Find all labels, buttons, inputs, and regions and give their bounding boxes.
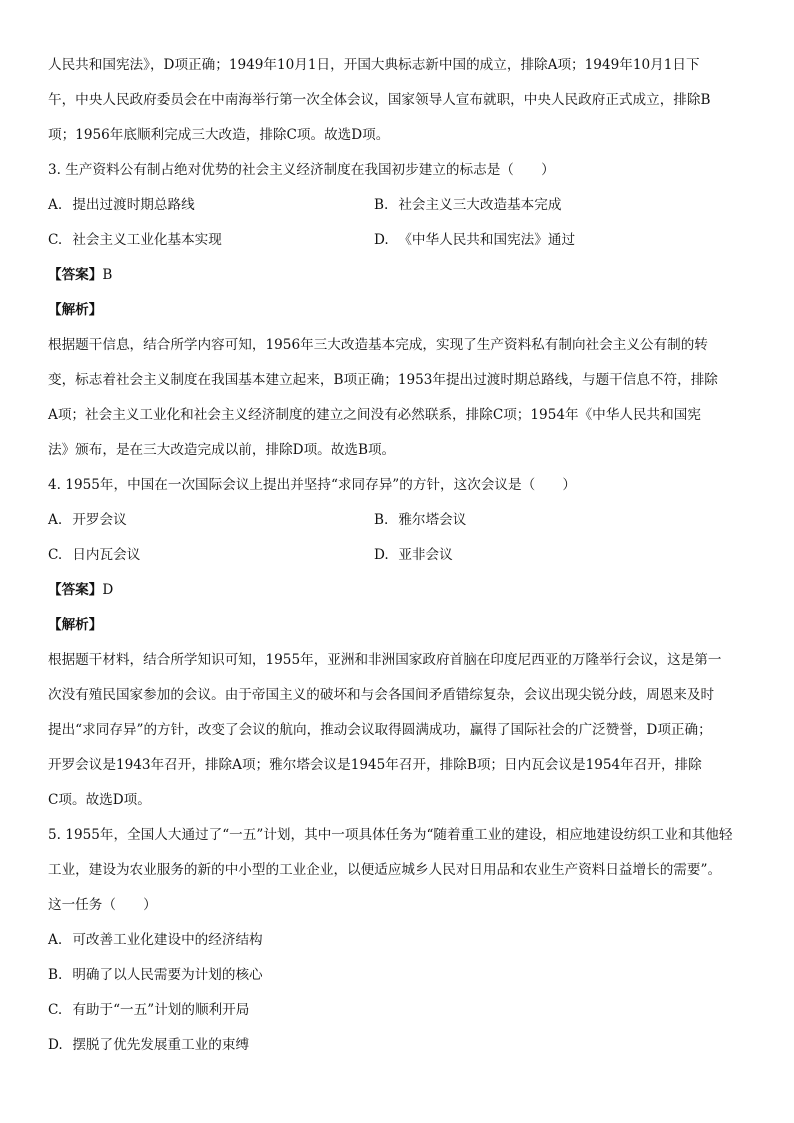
text-line: 根据题干材料，结合所学知识可知，1955年，亚洲和非洲国家政府首脑在印度尼西亚的万隆举行会议，这是第一 bbox=[48, 652, 722, 668]
text-line: 变，标志着社会主义制度在我国基本建立起来，B项正确；1953年提出过渡时期总路线，与题干信息不符，排除 bbox=[48, 372, 718, 388]
option-letter: A. bbox=[48, 512, 63, 528]
option-letter: B. bbox=[374, 197, 389, 213]
option-a[interactable] bbox=[48, 193, 374, 228]
answer-value: D bbox=[102, 582, 114, 598]
option-d[interactable] bbox=[374, 543, 453, 578]
text-line: 次没有殖民国家参加的会议。由于帝国主义的破坏和与会各国间矛盾错综复杂，会议出现尖锐分歧，周恩来及时 bbox=[48, 687, 715, 703]
option-letter: C. bbox=[48, 1002, 63, 1018]
answer-label: 【答案】 bbox=[48, 582, 103, 598]
analysis-paragraph bbox=[48, 333, 748, 473]
option-letter: D. bbox=[48, 1037, 63, 1053]
answer-value: B bbox=[102, 267, 113, 283]
answer-line bbox=[48, 263, 748, 298]
analysis-label: 【解析】 bbox=[48, 617, 103, 633]
option-letter: C. bbox=[48, 232, 63, 248]
question-5 bbox=[48, 823, 748, 1068]
option-text: 亚非会议 bbox=[398, 547, 453, 563]
option-letter: B. bbox=[374, 512, 389, 528]
answer-label: 【答案】 bbox=[48, 267, 103, 283]
option-a[interactable] bbox=[48, 928, 748, 963]
text-line: 开罗会议是1943年召开，排除A项；雅尔塔会议是1945年召开，排除B项；日内瓦会议是1954年召开，排除 bbox=[48, 757, 702, 773]
option-letter: D. bbox=[374, 547, 389, 563]
option-text: 可改善工业化建设中的经济结构 bbox=[72, 932, 263, 948]
analysis-heading bbox=[48, 298, 748, 333]
option-text: 社会主义三大改造基本完成 bbox=[398, 197, 562, 213]
option-text: 明确了以人民需要为计划的核心 bbox=[72, 967, 263, 983]
text-line: 根据题干信息，结合所学内容可知，1956年三大改造基本完成，实现了生产资料私有制向社会主义公有制的转 bbox=[48, 337, 708, 353]
analysis-heading bbox=[48, 613, 748, 648]
text-line: 午，中央人民政府委员会在中南海举行第一次全体会议，国家领导人宣布就职，中央人民政府正式成立，排除B bbox=[48, 92, 711, 108]
analysis-label: 【解析】 bbox=[48, 302, 103, 318]
question-stem: 工业，建设为农业服务的新的中小型的工业企业，以便适应城乡人民对日用品和农业生产资料日益增长的需要”。 bbox=[48, 862, 722, 878]
option-b[interactable] bbox=[48, 963, 748, 998]
option-letter: D. bbox=[374, 232, 389, 248]
option-text: 摆脱了优先发展重工业的束缚 bbox=[72, 1037, 250, 1053]
question-stem: 这一任务（ ） bbox=[48, 897, 157, 913]
intro-paragraph bbox=[48, 53, 748, 158]
option-text: 社会主义工业化基本实现 bbox=[72, 232, 222, 248]
question-stem: 3. 生产资料公有制占绝对优势的社会主义经济制度在我国初步建立的标志是（ ） bbox=[48, 162, 555, 178]
options-row bbox=[48, 508, 748, 543]
option-b[interactable] bbox=[374, 508, 466, 543]
option-letter: A. bbox=[48, 932, 63, 948]
option-letter: C. bbox=[48, 547, 63, 563]
options-row bbox=[48, 543, 748, 578]
option-a[interactable] bbox=[48, 508, 374, 543]
option-text: 开罗会议 bbox=[72, 512, 127, 528]
question-stem: 5. 1955年，全国人大通过了“一五”计划，其中一项具体任务为“随着重工业的建设，相应地建设纺织工业和其他轻 bbox=[48, 827, 733, 843]
text-line: 项；1956年底顺利完成三大改造，排除C项。故选D项。 bbox=[48, 127, 390, 143]
option-text: 日内瓦会议 bbox=[72, 547, 141, 563]
option-d[interactable] bbox=[374, 228, 575, 263]
options-row bbox=[48, 228, 748, 263]
option-text: 《中华人民共和国宪法》通过 bbox=[398, 232, 576, 248]
text-line: C项。故选D项。 bbox=[48, 792, 151, 808]
text-line: 提出“求同存异”的方针，改变了会议的航向，推动会议取得圆满成功，赢得了国际社会的广泛赞誉，D项正确； bbox=[48, 722, 712, 738]
text-line: A项；社会主义工业化和社会主义经济制度的建立之间没有必然联系，排除C项；1954年《中华人民共和国宪 bbox=[48, 407, 701, 423]
option-b[interactable] bbox=[374, 193, 561, 228]
option-c[interactable] bbox=[48, 228, 374, 263]
question-4 bbox=[48, 473, 748, 823]
option-text: 提出过渡时期总路线 bbox=[72, 197, 195, 213]
question-stem: 4. 1955年，中国在一次国际会议上提出并坚持“求同存异”的方针，这次会议是（ ） bbox=[48, 477, 576, 493]
option-c[interactable] bbox=[48, 998, 748, 1033]
text-line: 法》颁布，是在三大改造完成以前，排除D项。故选B项。 bbox=[48, 442, 396, 458]
analysis-paragraph bbox=[48, 648, 748, 823]
option-text: 有助于“一五”计划的顺利开局 bbox=[72, 1002, 250, 1018]
answer-line bbox=[48, 578, 748, 613]
text-line: 人民共和国宪法》，D项正确；1949年10月1日，开国大典标志新中国的成立，排除A项；1949年10月1日下 bbox=[48, 57, 700, 73]
options-row bbox=[48, 193, 748, 228]
option-text: 雅尔塔会议 bbox=[398, 512, 467, 528]
option-d[interactable] bbox=[48, 1033, 748, 1068]
option-letter: B. bbox=[48, 967, 63, 983]
option-letter: A. bbox=[48, 197, 63, 213]
question-3 bbox=[48, 158, 748, 473]
document-page bbox=[48, 53, 748, 1068]
option-c[interactable] bbox=[48, 543, 374, 578]
